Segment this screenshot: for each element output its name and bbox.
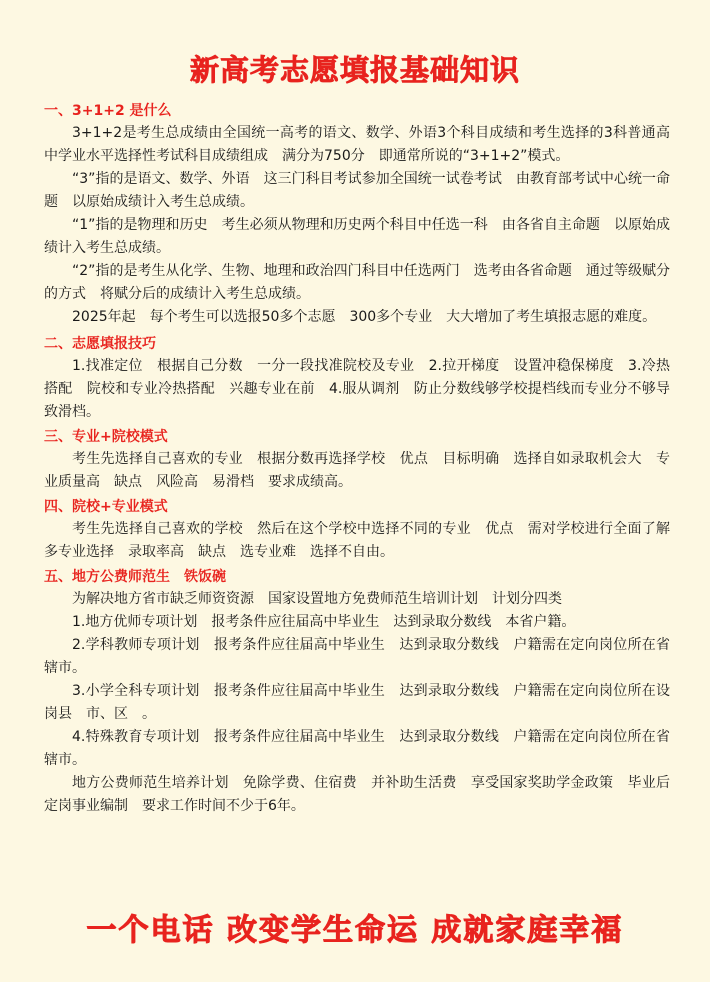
section-1-paragraph-2: “3”指的是语文、数学、外语 这三门科目考试参加全国统一试卷考试 由教育部考试中心统一命题 以原始成绩计入考生总成绩。 (44, 171, 670, 210)
section-1-paragraph-3: “1”指的是物理和历史 考生必须从物理和历史两个科目中任选一科 由各省自主命题 以原始成绩计入考生总成绩。 (44, 217, 670, 256)
section-3-paragraph-1: 考生先选择自己喜欢的专业 根据分数再选择学校 优点 目标明确 选择自如录取机会大 专业质量高 缺点 风险高 易滑档 要求成绩高。 (44, 451, 670, 490)
section-5-paragraph-4: 3.小学全科专项计划 报考条件应往届高中毕业生 达到录取分数线 户籍需在定向岗位所在设岗县 市、区 。 (44, 683, 670, 722)
section-heading-2: 二、志愿填报技巧 (44, 336, 156, 352)
section-heading-5: 五、地方公费师范生 铁饭碗 (44, 569, 226, 585)
section-5-paragraph-3: 2.学科教师专项计划 报考条件应往届高中毕业生 达到录取分数线 户籍需在定向岗位所在省辖市。 (44, 637, 670, 676)
section-1-paragraph-1: 3+1+2是考生总成绩由全国统一高考的语文、数学、外语3个科目成绩和考生选择的3科普通高中学业水平选择性考试科目成绩组成 满分为750分 即通常所说的“3+1+2”模式。 (44, 125, 670, 164)
section-heading-3: 三、专业+院校模式 (44, 429, 168, 445)
section-5-paragraph-6: 地方公费师范生培养计划 免除学费、住宿费 并补助生活费 享受国家奖助学金政策 毕业后定岗事业编制 要求工作时间不少于6年。 (44, 775, 670, 814)
section-4-paragraph-1: 考生先选择自己喜欢的学校 然后在这个学校中选择不同的专业 优点 需对学校进行全面了解 多专业选择 录取率高 缺点 选专业难 选择不自由。 (44, 521, 684, 560)
section-1-paragraph-4: “2”指的是考生从化学、生物、地理和政治四门科目中任选两门 选考由各省命题 通过等级赋分的方式 将赋分后的成绩计入考生总成绩。 (44, 263, 670, 302)
section-heading-4: 四、院校+专业模式 (44, 499, 168, 515)
page-title: 新高考志愿填报基础知识 (189, 53, 520, 87)
section-2-paragraph-1: 1.找准定位 根据自己分数 一分一段找准院校及专业 2.拉开梯度 设置冲稳保梯度 3.冷热搭配 院校和专业冷热搭配 兴趣专业在前 4.服从调剂 防止分数线够学校提档线而专业分不够导致滑档。 (44, 358, 670, 420)
section-1-paragraph-5: 2025年起 每个考生可以选报50多个志愿 300多个专业 大大增加了考生填报志愿的难度。 (72, 309, 657, 325)
footer-slogan: 一个电话 改变学生命运 成就家庭幸福 (86, 913, 624, 948)
section-5-paragraph-1: 为解决地方省市缺乏师资资源 国家设置地方免费师范生培训计划 计划分四类 (72, 591, 562, 607)
section-5-paragraph-2: 1.地方优师专项计划 报考条件应往届高中毕业生 达到录取分数线 本省户籍。 (72, 614, 576, 630)
section-heading-1: 一、3+1+2 是什么 (44, 103, 172, 119)
section-5-paragraph-5: 4.特殊教育专项计划 报考条件应往届高中毕业生 达到录取分数线 户籍需在定向岗位所在省辖市。 (44, 729, 670, 768)
content-body (44, 100, 684, 818)
